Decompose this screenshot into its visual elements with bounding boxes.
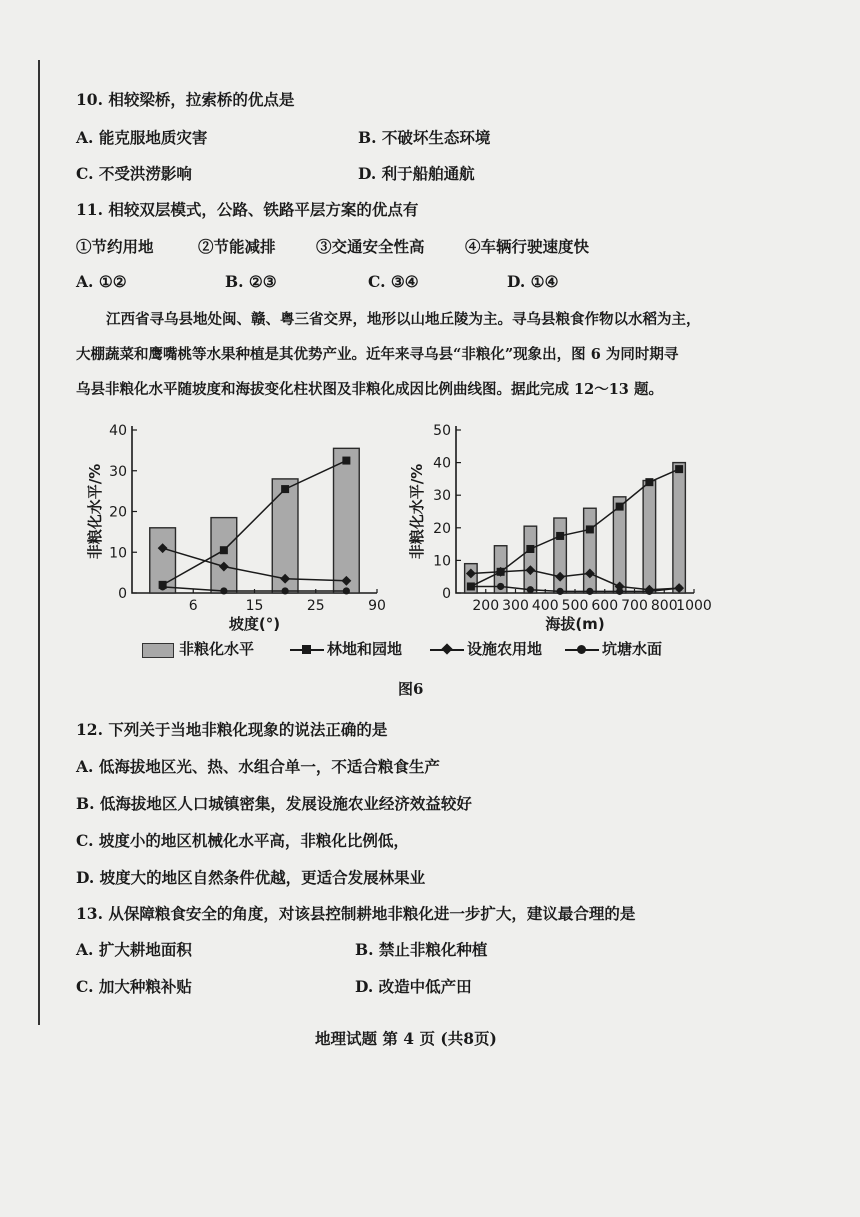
circle-point: [220, 587, 227, 594]
q13-option-a: A. 扩大耕地面积: [76, 940, 192, 959]
q11-item-3: ③交通安全性高: [316, 237, 425, 256]
legend-item-facility: 设施农用地: [430, 638, 542, 659]
x-tick-label: 600: [591, 598, 619, 614]
circle-point: [497, 583, 504, 590]
page-footer: 地理试题 第 4 页 (共8页): [315, 1029, 497, 1048]
figure-caption: 图6: [398, 680, 424, 698]
q10-option-b: B. 不破坏生态环境: [358, 128, 491, 147]
legend-item-bar: 非粮化水平: [142, 638, 254, 659]
circle-point: [527, 586, 534, 593]
bar: [554, 518, 566, 593]
square-point: [342, 457, 350, 465]
question-10-stem: 10. 相较梁桥，拉索桥的优点是: [76, 90, 295, 109]
square-point: [526, 545, 534, 553]
passage-line-1: 江西省寻乌县地处闽、赣、粤三省交界，地形以山地丘陵为主。寻乌县粮食作物以水稻为主，: [106, 311, 701, 328]
y-tick-label: 10: [109, 545, 127, 562]
x-tick-label: 400: [531, 598, 559, 614]
x-axis-label: 坡度(°): [228, 615, 281, 633]
square-point: [220, 546, 228, 554]
x-tick-label: 200: [472, 598, 500, 614]
diamond-marker-icon: [430, 643, 464, 657]
y-tick-label: 30: [433, 488, 451, 505]
q11-item-1: ①节约用地: [76, 237, 154, 256]
q11-option-b: B. ②③: [225, 272, 277, 291]
binding-margin-line: [38, 60, 40, 1025]
q10-option-a: A. 能克服地质灾害: [76, 128, 208, 147]
y-tick-label: 20: [433, 520, 451, 537]
bar: [673, 463, 685, 593]
question-12-stem: 12. 下列关于当地非粮化现象的说法正确的是: [76, 720, 388, 739]
legend-item-pond: 坑塘水面: [565, 638, 662, 659]
q10-option-c: C. 不受洪涝影响: [76, 164, 192, 183]
q13-option-b: B. 禁止非粮化种植: [355, 940, 488, 959]
y-tick-label: 20: [109, 504, 127, 521]
q12-option-d: D. 坡度大的地区自然条件优越，更适合发展林果业: [76, 868, 426, 887]
question-11-stem: 11. 相较双层模式，公路、铁路平层方案的优点有: [76, 200, 419, 219]
y-tick-label: 50: [433, 423, 451, 439]
x-tick-label: 6: [188, 598, 198, 614]
q10-option-d: D. 利于船舶通航: [358, 164, 475, 183]
q12-option-b: B. 低海拔地区人口城镇密集，发展设施农业经济效益较好: [76, 794, 472, 813]
x-tick-label: 90: [368, 598, 386, 614]
square-point: [616, 503, 624, 511]
y-tick-label: 0: [118, 586, 127, 602]
y-tick-label: 0: [442, 586, 451, 602]
slope-chart: [80, 415, 400, 635]
circle-point: [343, 587, 350, 594]
series-line: [163, 587, 347, 591]
circle-point: [676, 585, 683, 592]
bar: [524, 526, 536, 593]
q11-item-4: ④车辆行驶速度快: [465, 237, 590, 256]
q13-option-c: C. 加大种粮补贴: [76, 977, 192, 996]
series-line: [163, 548, 347, 581]
circle-marker-icon: [565, 643, 599, 657]
circle-point: [646, 588, 653, 595]
passage-line-2: 大棚蔬菜和鹰嘴桃等水果种植是其优势产业。近年来寻乌县“非粮化”现象出，图 6 为同时期寻: [76, 346, 679, 363]
square-marker-icon: [290, 643, 324, 657]
q12-option-c: C. 坡度小的地区机械化水平高，非粮化比例低，: [76, 831, 409, 850]
y-tick-label: 10: [433, 553, 451, 570]
x-tick-label: 300: [502, 598, 529, 614]
x-axis-label: 海拔(m): [545, 615, 605, 633]
q12-option-a: A. 低海拔地区光、热、水组合单一，不适合粮食生产: [76, 757, 440, 776]
x-tick-label: 500: [561, 598, 589, 614]
y-tick-label: 30: [109, 463, 127, 480]
bar: [613, 497, 625, 593]
chart-axes: [456, 426, 694, 593]
legend-item-forest: 林地和园地: [290, 638, 402, 659]
x-tick-label: 800: [650, 598, 678, 614]
y-tick-label: 40: [109, 423, 127, 439]
circle-point: [282, 587, 289, 594]
q11-item-2: ②节能减排: [198, 237, 276, 256]
square-point: [281, 485, 289, 493]
square-point: [556, 532, 564, 540]
x-tick-label: 15: [245, 598, 264, 614]
series-line: [163, 461, 347, 585]
circle-point: [159, 583, 166, 590]
passage-line-3: 乌县非粮化水平随坡度和海拔变化柱状图及非粮化成因比例曲线图。据此完成 12～13 题。: [76, 381, 663, 398]
q11-option-a: A. ①②: [76, 272, 127, 291]
y-axis-label: 非粮化水平/%: [408, 463, 426, 560]
y-tick-label: 40: [433, 455, 451, 472]
q11-option-d: D. ①④: [507, 272, 559, 291]
circle-point: [616, 588, 623, 595]
question-13-stem: 13. 从保障粮食安全的角度，对该县控制耕地非粮化进一步扩大，建议最合理的是: [76, 904, 636, 923]
altitude-chart: [400, 415, 730, 635]
y-axis-label: 非粮化水平/%: [86, 463, 104, 560]
q11-option-c: C. ③④: [368, 272, 419, 291]
x-tick-label: 700: [621, 598, 648, 614]
chart-legend: [142, 638, 702, 660]
x-tick-label: 1000: [676, 598, 712, 614]
bar: [334, 448, 360, 593]
circle-point: [586, 588, 593, 595]
reading-passage: [76, 302, 766, 407]
bar-swatch-icon: [142, 643, 174, 658]
x-tick-label: 25: [306, 598, 325, 614]
q13-option-d: D. 改造中低产田: [355, 977, 472, 996]
square-point: [645, 478, 653, 486]
square-point: [675, 465, 683, 473]
bar: [584, 508, 596, 593]
circle-point: [557, 588, 564, 595]
square-point: [586, 525, 594, 533]
bar: [643, 481, 655, 593]
circle-point: [467, 583, 474, 590]
